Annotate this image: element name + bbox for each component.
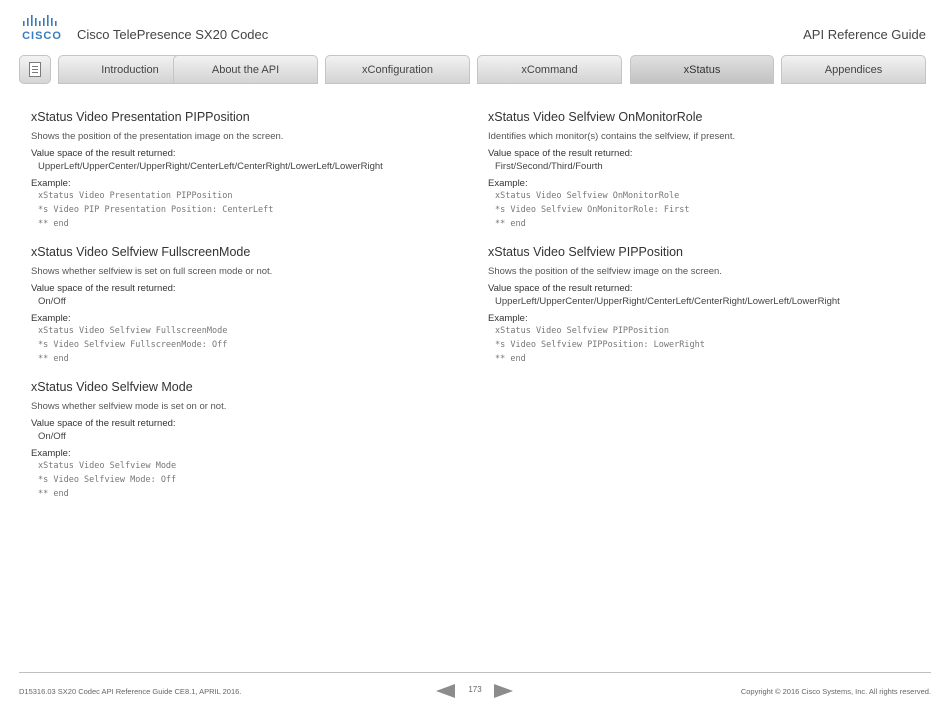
code-line: xStatus Video Selfview PIPPosition bbox=[495, 326, 669, 336]
value-space-label: Value space of the result returned: bbox=[488, 148, 633, 159]
tab-about-the-api[interactable]: About the API bbox=[173, 55, 318, 84]
value-space-label: Value space of the result returned: bbox=[31, 283, 176, 294]
code-line: *s Video Selfview PIPPosition: LowerRight bbox=[495, 340, 705, 350]
section-presentation-pipposition bbox=[31, 110, 471, 231]
value-space: On/Off bbox=[38, 431, 66, 442]
example-label: Example: bbox=[488, 313, 528, 324]
example-label: Example: bbox=[31, 313, 71, 324]
product-title: Cisco TelePresence SX20 Codec bbox=[77, 27, 269, 42]
tab-xcommand[interactable]: xCommand bbox=[477, 55, 622, 84]
right-column bbox=[488, 104, 928, 380]
section-title: xStatus Video Presentation PIPPosition bbox=[31, 110, 250, 124]
code-line: *s Video Selfview FullscreenMode: Off bbox=[38, 340, 228, 350]
code-line: *s Video Selfview Mode: Off bbox=[38, 475, 177, 485]
cisco-logo bbox=[22, 14, 62, 44]
code-line: ** end bbox=[495, 354, 526, 364]
guide-title: API Reference Guide bbox=[803, 27, 926, 42]
section-title: xStatus Video Selfview PIPPosition bbox=[488, 245, 684, 259]
section-title: xStatus Video Selfview Mode bbox=[31, 380, 193, 394]
tab-bar bbox=[19, 55, 931, 85]
value-space-label: Value space of the result returned: bbox=[31, 418, 176, 429]
section-description: Shows the position of the selfview image on the screen. bbox=[488, 266, 722, 277]
code-line: ** end bbox=[38, 219, 69, 229]
cisco-bars-icon bbox=[22, 14, 62, 28]
section-description: Shows whether selfview mode is set on or not. bbox=[31, 401, 227, 412]
tab-appendices[interactable]: Appendices bbox=[781, 55, 926, 84]
value-space-label: Value space of the result returned: bbox=[488, 283, 633, 294]
code-line: xStatus Video Selfview OnMonitorRole bbox=[495, 191, 680, 201]
page-number: 173 bbox=[468, 685, 482, 694]
code-line: ** end bbox=[38, 489, 69, 499]
code-line: xStatus Video Selfview FullscreenMode bbox=[38, 326, 228, 336]
code-line: xStatus Video Selfview Mode bbox=[38, 461, 177, 471]
value-space: First/Second/Third/Fourth bbox=[495, 161, 603, 172]
page-header bbox=[0, 0, 950, 52]
footer-copyright: Copyright © 2016 Cisco Systems, Inc. All rights reserved. bbox=[740, 687, 931, 696]
example-label: Example: bbox=[31, 448, 71, 459]
code-line: xStatus Video Presentation PIPPosition bbox=[38, 191, 233, 201]
tab-xstatus[interactable]: xStatus bbox=[630, 55, 774, 84]
code-line: *s Video PIP Presentation Position: CenterLeft bbox=[38, 205, 274, 215]
section-selfview-mode bbox=[31, 380, 471, 501]
example-label: Example: bbox=[31, 178, 71, 189]
value-space: On/Off bbox=[38, 296, 66, 307]
tab-xconfiguration[interactable]: xConfiguration bbox=[325, 55, 470, 84]
footer-divider bbox=[19, 672, 931, 673]
value-space: UpperLeft/UpperCenter/UpperRight/CenterLeft/CenterRight/LowerLeft/LowerRight bbox=[495, 296, 840, 307]
section-title: xStatus Video Selfview OnMonitorRole bbox=[488, 110, 703, 124]
section-selfview-fullscreenmode bbox=[31, 245, 471, 366]
code-line: ** end bbox=[38, 354, 69, 364]
section-selfview-onmonitorrole bbox=[488, 110, 928, 231]
tab-introduction[interactable]: Introduction bbox=[58, 55, 202, 84]
document-icon bbox=[29, 62, 41, 77]
section-description: Shows whether selfview is set on full screen mode or not. bbox=[31, 266, 273, 277]
example-label: Example: bbox=[488, 178, 528, 189]
previous-page-icon[interactable] bbox=[436, 684, 455, 698]
next-page-icon[interactable] bbox=[494, 684, 513, 698]
code-line: *s Video Selfview OnMonitorRole: First bbox=[495, 205, 690, 215]
code-line: ** end bbox=[495, 219, 526, 229]
value-space-label: Value space of the result returned: bbox=[31, 148, 176, 159]
footer-document-id: D15316.03 SX20 Codec API Reference Guide CE8.1, APRIL 2016. bbox=[19, 687, 242, 696]
section-description: Identifies which monitor(s) contains the selfview, if present. bbox=[488, 131, 736, 142]
value-space: UpperLeft/UpperCenter/UpperRight/CenterLeft/CenterRight/LowerLeft/LowerRight bbox=[38, 161, 383, 172]
section-title: xStatus Video Selfview FullscreenMode bbox=[31, 245, 251, 259]
left-column bbox=[31, 104, 471, 515]
section-description: Shows the position of the presentation image on the screen. bbox=[31, 131, 284, 142]
logo-wordmark: CISCO bbox=[22, 30, 62, 42]
menu-button[interactable] bbox=[19, 55, 51, 84]
section-selfview-pipposition bbox=[488, 245, 928, 366]
